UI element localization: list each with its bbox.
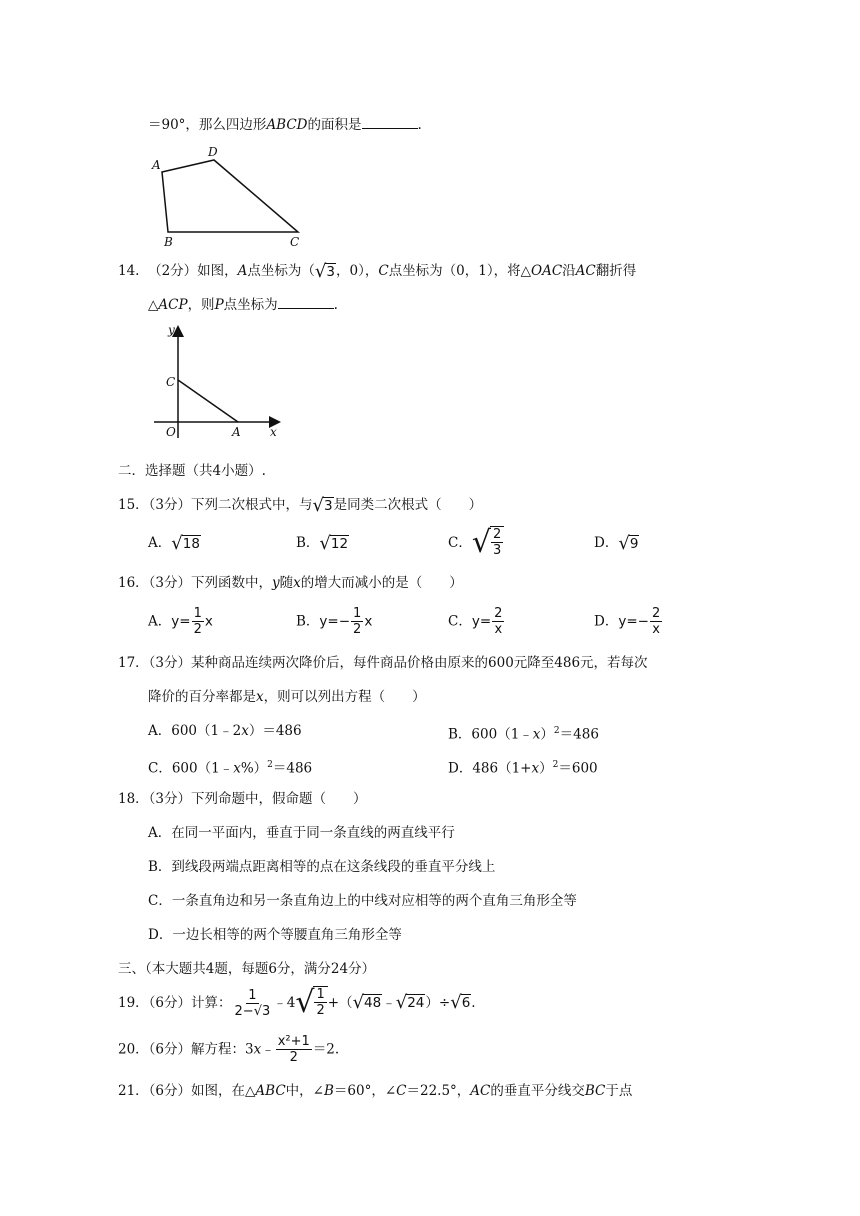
q18-option-a: A．在同一平面内，垂直于同一条直线的两直线平行 bbox=[148, 825, 455, 841]
q17-option-c: C．600（1﹣x%）$^2$＝486 bbox=[148, 760, 313, 777]
x-axis-label: x bbox=[270, 425, 277, 439]
q20-line: 20．（6分）解方程：3x﹣ $\frac{\text{x²+1}}{2}$ ＝2. bbox=[118, 1034, 340, 1065]
q15-stem: 15．（3分）下列二次根式中，与 √ 3 是同类二次根式（ ） bbox=[118, 494, 483, 516]
point-c-label: C bbox=[166, 375, 176, 389]
sqrt-3: √ 3 bbox=[312, 494, 333, 516]
q18-option-b: B．到线段两端点距离相等的点在这条线段的垂直平分线上 bbox=[148, 859, 496, 875]
q13-answer-blank bbox=[362, 116, 418, 129]
q13-label-a: A bbox=[152, 158, 161, 172]
q18-option-c: C．一条直角边和另一条直角边上的中线对应相等的两个直角三角形全等 bbox=[148, 893, 577, 909]
q16-stem: 16．（3分）下列函数中，y随x的增大而减小的是（ ） bbox=[118, 575, 463, 591]
q14-answer-blank bbox=[278, 296, 334, 309]
segment-ca bbox=[178, 380, 238, 422]
y-axis-label: y bbox=[168, 323, 175, 337]
q16-option-a: A．y= $\frac{1}{2}$ x bbox=[148, 606, 213, 637]
q14-line1: 14. （2分）如图，A点坐标为（ √ 3 ，0），C点坐标为（0，1），将△OAC沿AC翻折得 bbox=[118, 260, 637, 282]
sqrt-3: √ 3 bbox=[314, 260, 335, 282]
q16-option-b: B．y=− $\frac{1}{2}$ x bbox=[296, 606, 373, 637]
q15-option-b: B． √ 12 bbox=[296, 532, 349, 554]
q13-label-d: D bbox=[208, 145, 218, 159]
q17-option-d: D．$486(1+x)^2=600$ bbox=[448, 760, 598, 777]
q18-option-d: D．一边长相等的两个等腰直角三角形全等 bbox=[148, 927, 402, 943]
q15-option-c: C． √ $\frac{2}{3}$ bbox=[448, 526, 504, 560]
q17-option-b: B．600（1﹣x）$^2$＝486 bbox=[448, 726, 599, 743]
origin-label: O bbox=[166, 425, 176, 439]
q19-line: 19．（6分）计算： $\frac{1}{2-√3}$ ﹣4 √ $\frac{1}{2}$ +（ √ 48 ﹣ √ 24 ）÷ √ 6 . bbox=[118, 985, 476, 1020]
point-a-label: A bbox=[232, 425, 241, 439]
q16-option-d: D．y=− $\frac{2}{x}$ bbox=[594, 606, 661, 637]
q14-line2: △ACP，则P点坐标为 . bbox=[148, 297, 338, 313]
q13-tail-line: ＝90°，那么四边形ABCD的面积是 . bbox=[148, 117, 422, 133]
q13-label-b: B bbox=[164, 235, 173, 248]
quadrilateral-abcd bbox=[162, 160, 298, 232]
section3-heading: 三、（本大题共4题，每题6分，满分24分） bbox=[118, 961, 376, 977]
q15-option-d: D． √ 9 bbox=[594, 532, 639, 554]
q14-coordinate-figure bbox=[150, 320, 290, 444]
q13-quadrilateral-figure bbox=[148, 142, 318, 248]
q18-stem: 18．（3分）下列命题中，假命题（ ） bbox=[118, 791, 367, 807]
q16-option-c: C．y= $\frac{2}{x}$ bbox=[448, 606, 503, 637]
q13-label-c: C bbox=[290, 235, 300, 248]
q17-stem-line1: 17．（3分）某种商品连续两次降价后，每件商品价格由原来的600元降至486元，若每次 bbox=[118, 655, 648, 671]
q15-option-a: A． √ 18 bbox=[148, 532, 200, 554]
q17-option-a: A．600（1﹣2x）＝486 bbox=[148, 723, 302, 739]
q21-line: 21．（6分）如图，在△ABC中，∠B＝60°，∠C＝22.5°，AC的垂直平分线交BC于点 bbox=[118, 1083, 633, 1099]
q17-stem-line2: 降价的百分率都是x，则可以列出方程（ ） bbox=[148, 689, 426, 705]
section2-heading: 二．选择题（共4小题）. bbox=[118, 463, 266, 479]
